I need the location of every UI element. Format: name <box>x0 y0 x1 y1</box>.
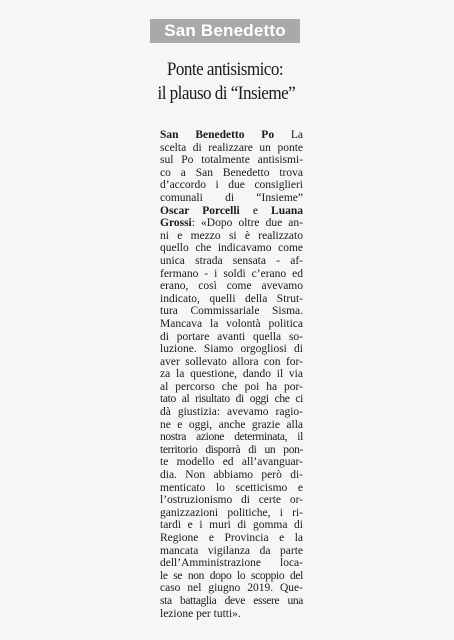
article-line <box>160 444 303 457</box>
article-line <box>160 532 303 545</box>
article-line <box>160 456 303 469</box>
line-text: : «Dopo oltre due an- <box>191 217 303 230</box>
line-text: La <box>274 129 303 141</box>
article-line <box>160 519 303 532</box>
line-text: te modello ed all’avanguar- <box>160 456 303 469</box>
article-line <box>160 305 303 318</box>
line-text: fermano - i soldi c’erano ed <box>160 267 303 280</box>
article-line <box>160 393 303 406</box>
article-line <box>160 406 303 419</box>
article-line <box>160 154 303 167</box>
line-text: nostra azione determinata, il <box>160 431 303 444</box>
line-text: indicato, quelli della Strut- <box>160 292 303 305</box>
line-text: tura Commissariale Sisma. <box>160 305 303 318</box>
line-text: tardi e i muri di gomma di <box>160 519 303 532</box>
line-text: za la questione, dando il via <box>160 368 303 381</box>
article-line <box>160 217 303 230</box>
line-text: unica strada sensata - af- <box>160 254 303 267</box>
line-text: dell’Amministrazione loca- <box>160 557 303 570</box>
article-line <box>160 545 303 558</box>
article-line <box>160 381 303 394</box>
line-text: menticato lo scetticismo e <box>160 481 303 494</box>
line-text: lezione per tutti». <box>160 607 241 620</box>
line-text: territorio disporrà di un pon- <box>160 443 303 456</box>
line-text: quello che indicavamo come <box>160 242 303 255</box>
article-line <box>160 557 303 570</box>
article-line <box>160 419 303 432</box>
headline <box>157 58 296 106</box>
bold-text: Grossi <box>160 217 192 230</box>
article-line <box>160 469 303 482</box>
line-text: l’ostruzionismo di certe or- <box>160 494 303 507</box>
headline-line-1: Ponte antisismico: <box>166 59 284 80</box>
article-line <box>160 129 303 142</box>
line-text: dia. Non abbiamo però di- <box>160 469 303 482</box>
article-line <box>160 230 303 243</box>
line-text: d’accordo i due consiglieri <box>160 179 303 192</box>
headline-line-2: il plauso di “Insieme” <box>157 83 296 104</box>
article-line <box>160 293 303 306</box>
article-line <box>160 368 303 381</box>
article-line <box>160 268 303 281</box>
article-line <box>160 255 303 268</box>
article-line <box>160 331 303 344</box>
article-body <box>160 129 303 620</box>
article-line <box>160 431 303 444</box>
bold-text: Oscar Porcelli <box>160 204 240 217</box>
article-line <box>160 205 303 218</box>
article-line <box>160 482 303 495</box>
section-label: San Benedetto <box>150 19 300 43</box>
article-line <box>160 356 303 369</box>
bold-text: San Benedetto Po <box>160 129 275 141</box>
line-text: ganizzazioni politiche, i ri- <box>160 506 303 519</box>
line-text: sul Po totalmente antisismi- <box>160 154 303 167</box>
line-text: comunali di “Insieme” <box>160 191 303 204</box>
line-text: ni e mezzo si è realizzato <box>160 229 303 242</box>
line-text: Regione e Provincia e la <box>160 532 303 544</box>
line-text: Mancava la volontà politica <box>160 317 303 330</box>
article-line <box>160 582 303 595</box>
line-text: dà giustizia: avevamo ragio- <box>160 406 303 419</box>
line-text: caso nel giugno 2019. Que- <box>160 582 303 595</box>
article-line <box>160 570 303 583</box>
line-text: di portare avanti quella so- <box>160 330 303 343</box>
line-text: co a San Benedetto trova <box>160 166 303 179</box>
line-text: mancata vigilanza da parte <box>160 544 303 557</box>
article-line <box>160 280 303 293</box>
article-line <box>160 318 303 331</box>
line-text: le se non dopo lo scoppio del <box>160 569 303 582</box>
article-line <box>160 142 303 155</box>
line-text: luzione. Siamo orgogliosi di <box>160 343 303 356</box>
line-text: sta battaglia deve essere una <box>160 594 303 607</box>
line-text: ne e oggi, anche grazie alla <box>160 418 303 431</box>
line-text: tato al risultato di oggi che ci <box>160 393 303 406</box>
article-line <box>160 595 303 608</box>
bold-text: Luana <box>271 204 303 217</box>
article-line <box>160 192 303 205</box>
article-line <box>160 608 303 621</box>
line-text: scelta di realizzare un ponte <box>160 141 303 154</box>
article-line <box>160 242 303 255</box>
line-text: aver sollevato allora con for- <box>160 355 303 368</box>
line-text: al percorso che poi ha por- <box>160 380 303 393</box>
article-line <box>160 494 303 507</box>
article-line <box>160 507 303 520</box>
article-line <box>160 343 303 356</box>
article-line <box>160 179 303 192</box>
article-line <box>160 167 303 180</box>
line-text: e <box>239 204 272 217</box>
line-text: erano, così come avevamo <box>160 280 303 293</box>
